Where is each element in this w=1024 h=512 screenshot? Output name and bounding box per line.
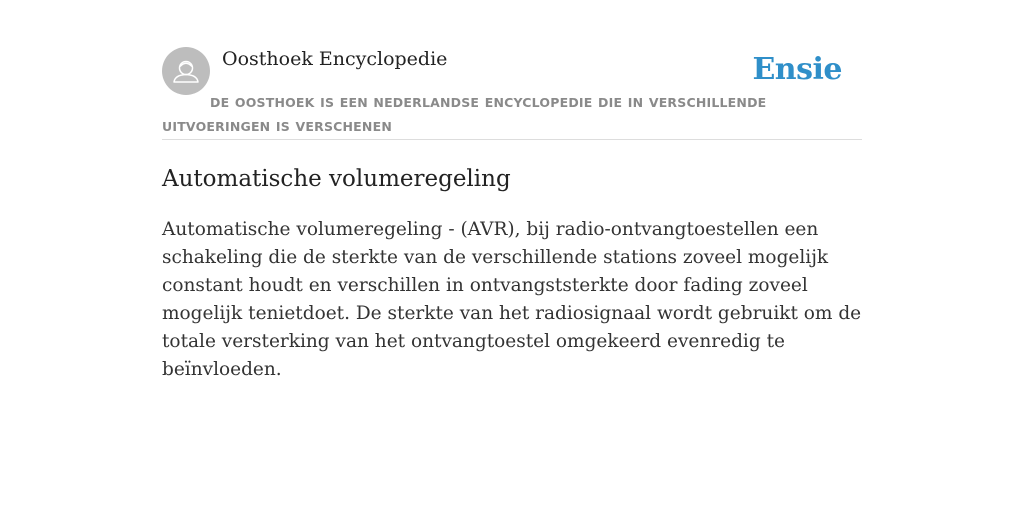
article-page	[162, 47, 862, 384]
source-name[interactable]: Oosthoek Encyclopedie	[222, 48, 448, 70]
article-body: Automatische volumeregeling - (AVR), bij radio-ontvangtoestellen een schakeling die de sterkte van de verschillende stations zoveel mogelijk constant houdt en verschillen in ontvangststerkte door fading zoveel mogelijk tenietdoet. De sterkte van het radiosignaal wordt gebruikt om de totale versterking van het ontvangtoestel omgekeerd evenredig te beïnvloeden.	[162, 219, 862, 380]
article-title: Automatische volumeregeling	[162, 166, 511, 192]
source-description: DE OOSTHOEK IS EEN NEDERLANDSE ENCYCLOPEDIE DIE IN VERSCHILLENDE UITVOERINGEN IS VERSCHENEN	[162, 95, 767, 134]
user-silhouette-icon	[162, 47, 210, 95]
brand-logo[interactable]: Ensie	[752, 52, 842, 87]
source-header	[162, 47, 862, 140]
avatar[interactable]	[162, 47, 210, 95]
